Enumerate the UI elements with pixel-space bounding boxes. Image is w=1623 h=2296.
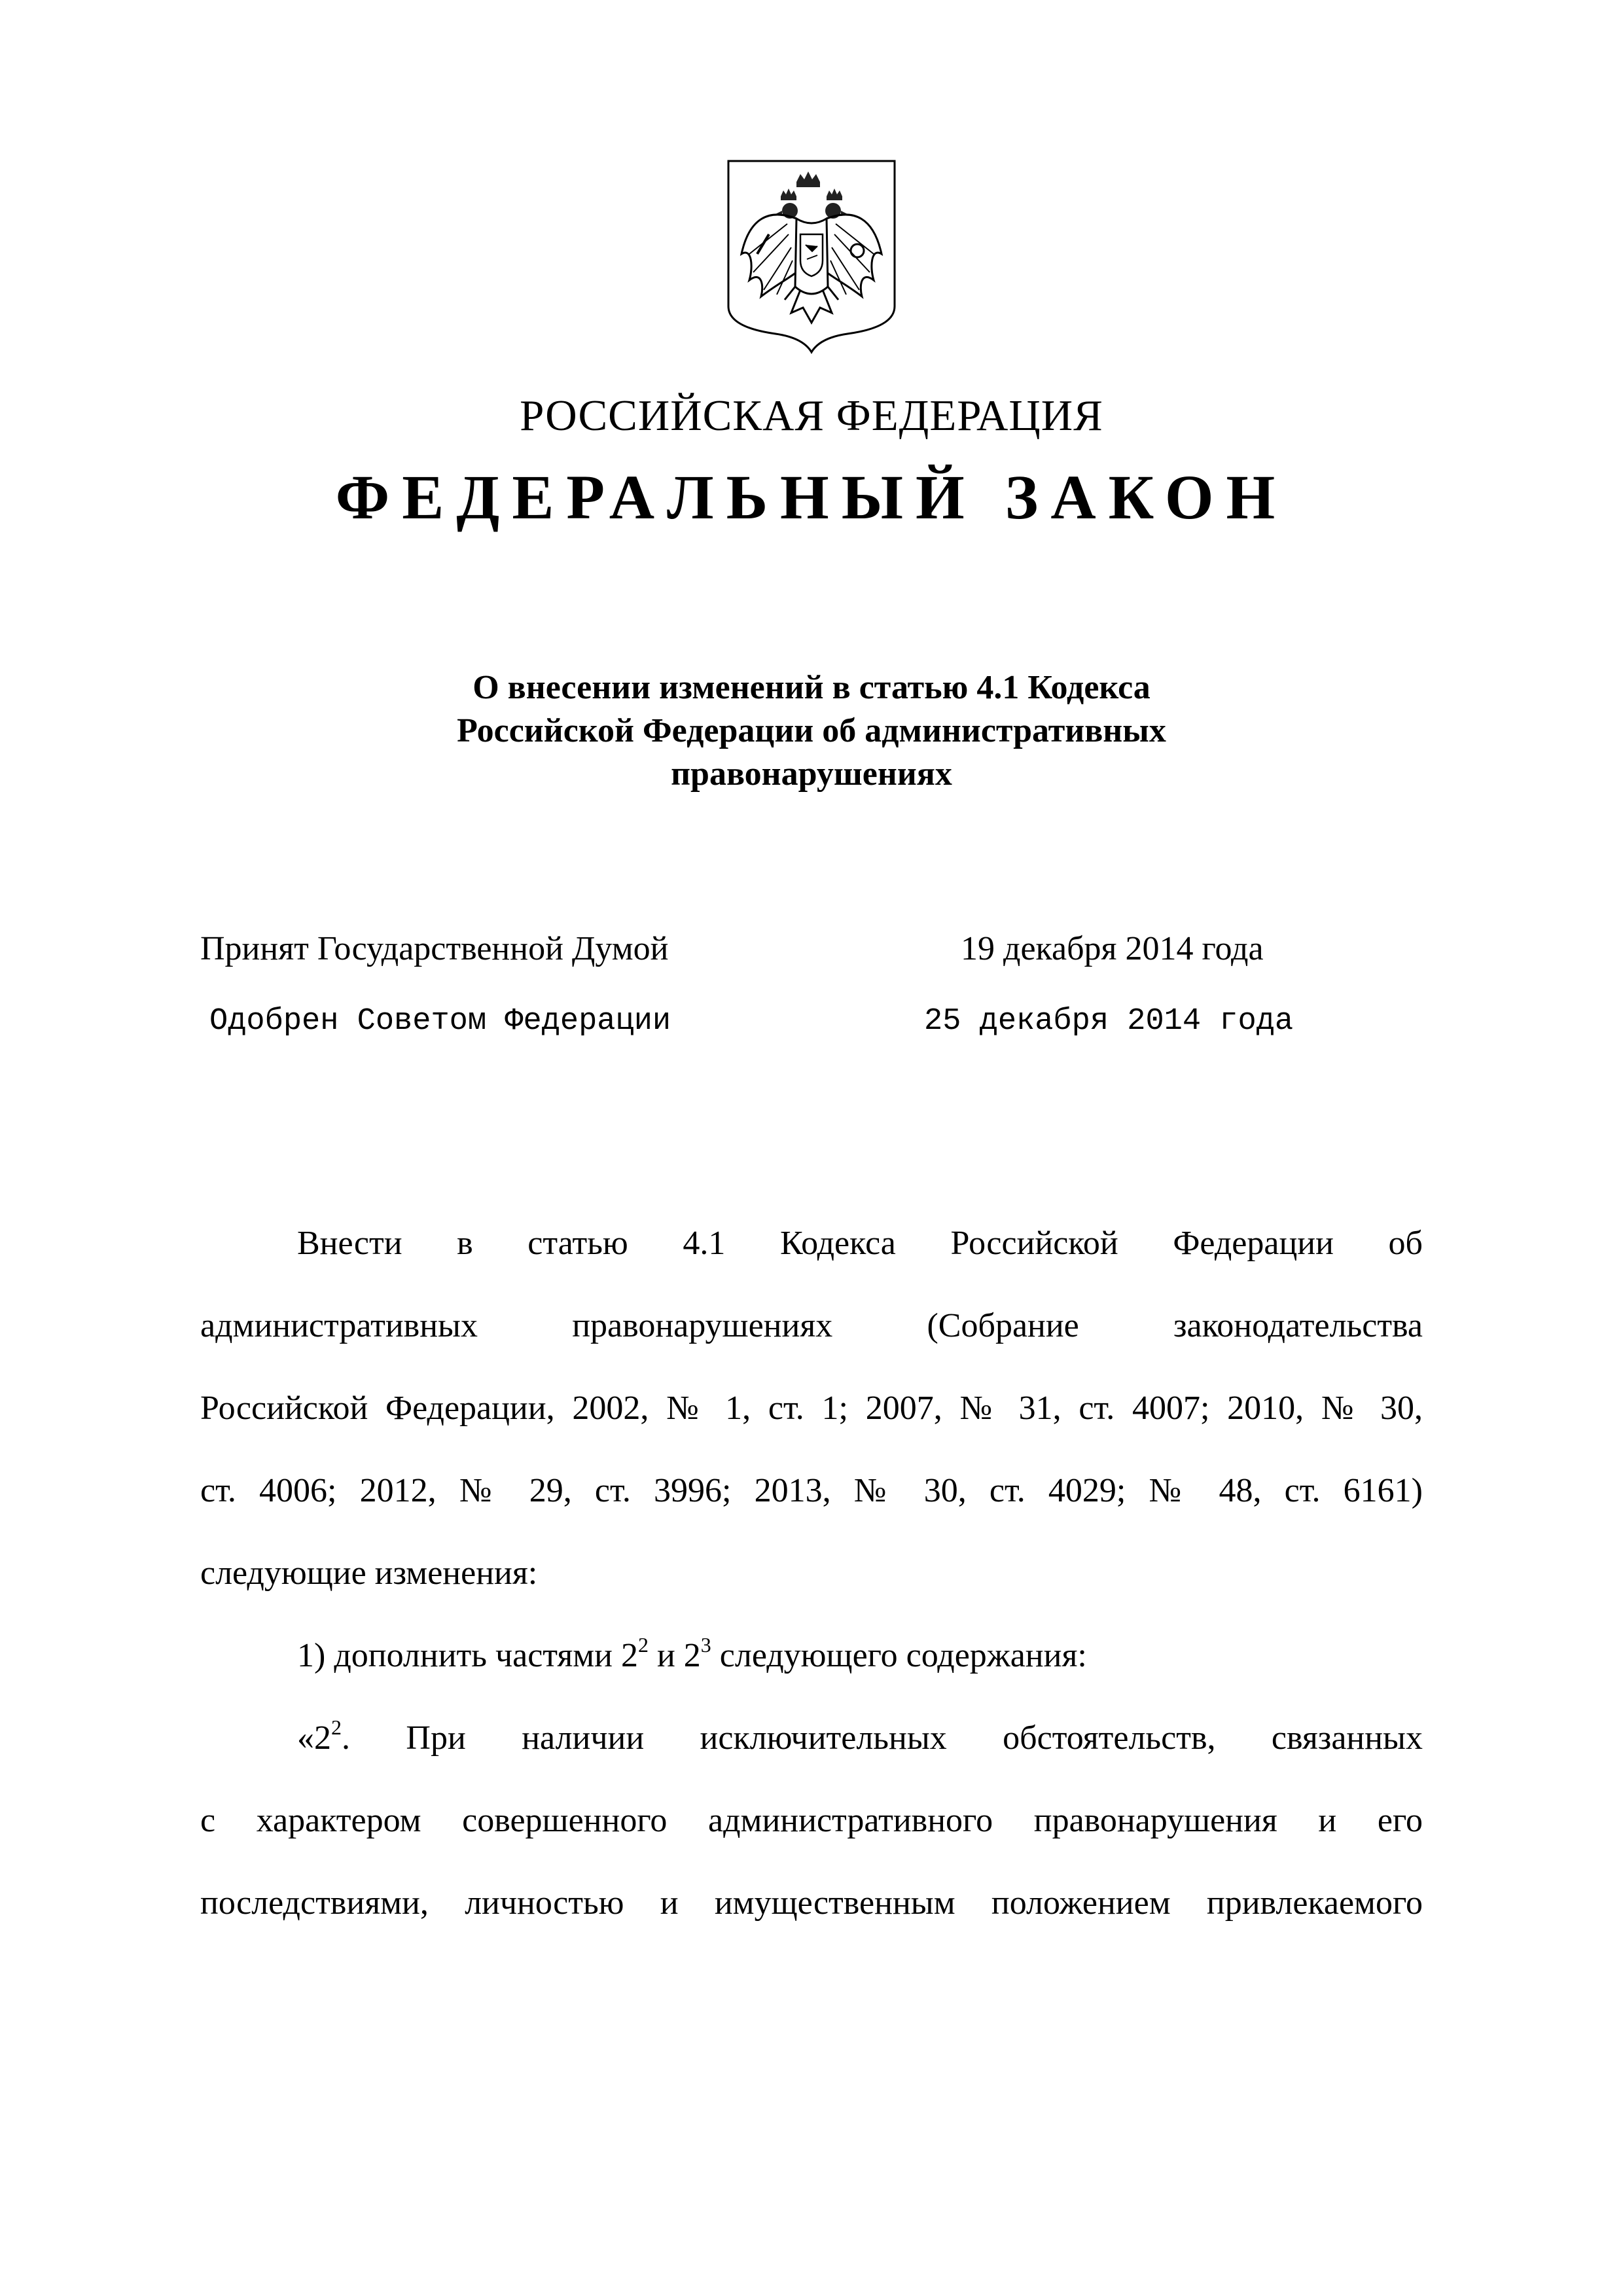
body-text-line: последствиями, личностью и имущественным положением привлекаемого (200, 1884, 1423, 1922)
body-text-line: ст. 4006; 2012, № 29, ст. 3996; 2013, № 30, ст. 4029; № 48, ст. 6161) (200, 1472, 1423, 1509)
amendment-item-1-mid: и 2 (648, 1637, 701, 1674)
approved-date: 25 декабря 2014 года (924, 1004, 1294, 1039)
superscript: 2 (637, 1632, 649, 1657)
amendment-item-1-prefix: 1) дополнить частями 2 (297, 1637, 638, 1674)
document-type-heading: ФЕДЕРАЛЬНЫЙ ЗАКОН (335, 462, 1288, 532)
law-title-line: правонарушениях (671, 755, 952, 793)
coat-of-arms-emblem (723, 156, 900, 355)
body-text-line: следующие изменения: (200, 1554, 538, 1592)
amendment-item-1 (200, 1632, 1423, 1677)
body-text-line: Российской Федерации, 2002, № 1, ст. 1; 2007, № 31, ст. 4007; 2010, № 30, (200, 1390, 1423, 1427)
law-title-line: Российской Федерации об административных (457, 712, 1166, 749)
new-part-body: . При наличии исключительных обстоятельств, связанных (342, 1719, 1423, 1757)
superscript: 3 (700, 1632, 711, 1657)
body-text-line: административных правонарушениях (Собрание законодательства (200, 1307, 1423, 1344)
adopted-by-duma-label: Принят Государственной Думой (200, 930, 669, 967)
approved-by-council-label: Одобрен Советом Федерации (209, 1004, 671, 1039)
adopted-date: 19 декабря 2014 года (961, 930, 1264, 967)
law-title (0, 666, 1623, 796)
new-part-text (200, 1717, 1423, 1759)
superscript: 2 (331, 1715, 342, 1739)
body-text-line: Внести в статью 4.1 Кодекса Российской Федерации об (297, 1225, 1423, 1262)
new-part-prefix: «2 (297, 1719, 331, 1757)
country-heading: РОССИЙСКАЯ ФЕДЕРАЦИЯ (520, 391, 1103, 440)
law-title-line: О внесении изменений в статью 4.1 Кодекса (473, 669, 1150, 706)
body-text-line: с характером совершенного административного правонарушения и его (200, 1802, 1423, 1839)
amendment-item-1-suffix: следующего содержания: (711, 1637, 1087, 1674)
